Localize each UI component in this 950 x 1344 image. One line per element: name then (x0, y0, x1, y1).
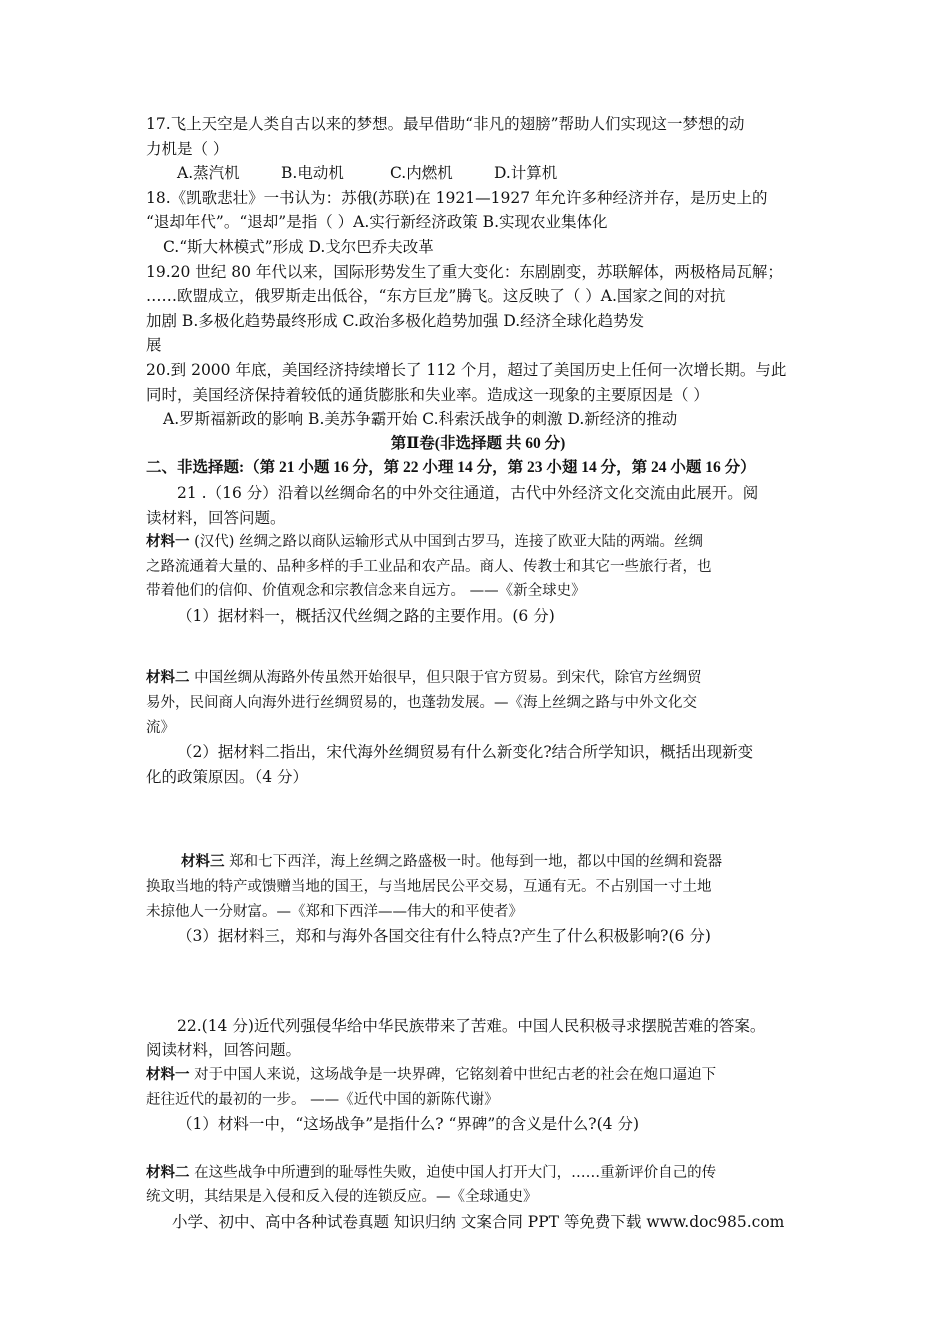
q22-material-2-line-1 (146, 1161, 810, 1186)
q17-options (146, 161, 810, 186)
q17-option-d: D.计算机 (494, 164, 558, 183)
q17-option-a: A.蒸汽机 (177, 164, 240, 183)
q21-material-1-line-2: 之路流通着大量的、品种多样的手工业品和农产品。商人、传教士和其它一些旅行者，也 (146, 558, 712, 575)
material-1-text: (汉代) 丝绸之路以商队运输形式从中国到古罗马，连接了欧亚大陆的两端。丝绸 (189, 534, 704, 551)
q21-sub-question-3: （3）据材料三，郑和与海外各国交往有什么特点?产生了什么积极影响?(6 分) (177, 927, 711, 946)
q22-intro-line-1: 22.(14 分)近代列强侵华给中华民族带来了苦难。中国人民积极寻求摆脱苦难的答案。 (177, 1016, 766, 1035)
q17-option-b: B.电动机 (281, 164, 344, 183)
question-19 (146, 260, 810, 358)
part-2-heading: 二、非选择题:（第 21 小题 16 分，第 22 小理 14 分，第 23 小翅 14 分，第 24 小题 16 分） (146, 459, 756, 477)
q18-line-3: C.“斯大林模式”形成 D.戈尔巴乔夫改革 (163, 237, 434, 256)
q17-line-2: 力机是（ ） (146, 139, 229, 158)
q22-material-1-line-1 (146, 1063, 810, 1088)
q19-line-4: 展 (146, 336, 162, 355)
material-2-text: 在这些战争中所遭到的耻辱性失败，迫使中国人打开大门，……重新评价自己的传 (189, 1164, 717, 1181)
q21-material-2-line-3: 流》 (146, 719, 175, 736)
q21-material-3-line-2: 换取当地的特产或馈赠当地的国王，与当地居民公平交易，互通有无。不占别国一寸土地 (146, 879, 712, 896)
q21-sub-question-2-line-1: （2）据材料二指出，宋代海外丝绸贸易有什么新变化?结合所学知识，概括出现新变 (177, 743, 754, 762)
material-1-label: 材料一 (146, 1067, 190, 1083)
q17-option-c: C.内燃机 (390, 164, 453, 183)
material-2-text: 中国丝绸从海路外传虽然开始很早，但只限于官方贸易。到宋代，除官方丝绸贸 (189, 670, 702, 687)
q21-material-1-line-1 (146, 530, 810, 555)
exam-page (146, 112, 810, 1235)
q21-intro-line-2: 读材料，回答问题。 (146, 508, 286, 527)
q19-line-2: ……欧盟成立，俄罗斯走出低谷，“东方巨龙”腾飞。这反映了（ ）A.国家之间的对抗 (146, 287, 726, 306)
q19-line-1: 19.20 世纪 80 年代以来，国际形势发生了重大变化：东剧剧变，苏联解体，两极格局瓦解； (146, 262, 783, 281)
q17-line-1: 17.飞上天空是人类自古以来的梦想。最早借助“非凡的翅膀”帮助人们实现这一梦想的动 (146, 115, 745, 133)
question-21 (146, 481, 810, 949)
footer-link[interactable]: 小学、初中、高中各种试卷真题 知识归纳 文案合同 PPT 等免费下载 www.doc985.com (172, 1212, 785, 1231)
material-2-label: 材料二 (146, 1164, 190, 1181)
q21-material-2-line-1 (146, 666, 810, 691)
q21-material-3-line-3: 未掠他人一分财富。—《郑和下西洋——伟大的和平使者》 (146, 903, 523, 920)
q21-intro-line-1: 21 .（16 分）沿着以丝绸命名的中外交往通道，古代中外经济文化交流由此展开。阅 (177, 483, 759, 502)
q21-material-1-line-3: 带着他们的信仰、价值观念和宗教信念来自远方。 ——《新全球史》 (146, 583, 586, 600)
material-1-label: 材料一 (146, 534, 190, 551)
q22-sub-question-1: （1）材料一中，“这场战争”是指什么? “界碑”的含义是什么?(4 分) (177, 1115, 639, 1134)
question-22 (146, 1014, 810, 1210)
question-17 (146, 112, 810, 186)
q21-material-2-line-2: 易外，民间商人向海外进行丝绸贸易的，也蓬勃发展。—《海上丝绸之路与中外文化交 (146, 695, 697, 712)
part-2-title: 第Ⅱ卷(非选择题 共 60 分) (390, 434, 566, 452)
q20-line-1: 20.到 2000 年底，美国经济持续增长了 112 个月，超过了美国历史上任何一次增长期。与此 (146, 360, 787, 379)
q20-line-3: A.罗斯福新政的影响 B.美苏争霸开始 C.科索沃战争的刺激 D.新经济的推动 (163, 410, 678, 429)
q22-material-1-line-2: 赶往近代的最初的一步。 ——《近代中国的新陈代谢》 (146, 1091, 499, 1108)
q19-line-3: 加剧 B.多极化趋势最终形成 C.政治多极化趋势加强 D.经济全球化趋势发 (146, 311, 645, 330)
q22-intro-line-2: 阅读材料，回答问题。 (146, 1041, 302, 1060)
q18-line-1: 18.《凯歌悲壮》一书认为：苏俄(苏联)在 1921—1927 年允许多种经济并存，是历史上的 (146, 188, 768, 207)
material-3-label: 材料三 (181, 854, 225, 871)
material-2-label: 材料二 (146, 670, 190, 687)
q20-line-2: 同时，美国经济保持着较低的通货膨胀和失业率。造成这一现象的主要原因是（ ） (146, 385, 709, 404)
q18-line-2: “退却年代”。“退却”是指（ ）A.实行新经济政策 B.实现农业集体化 (146, 213, 608, 232)
q21-material-3-line-1 (146, 850, 810, 875)
q21-sub-question-1: （1）据材料一，概括汉代丝绸之路的主要作用。(6 分) (177, 606, 555, 625)
q21-sub-question-2-line-2: 化的政策原因。（4 分） (146, 767, 309, 786)
q22-material-2-line-2: 统文明，其结果是入侵和反入侵的连锁反应。—《全球通史》 (146, 1189, 538, 1206)
question-18 (146, 186, 810, 260)
question-20 (146, 358, 810, 432)
material-1-text: 对于中国人来说，这场战争是一块界碑，它铭刻着中世纪古老的社会在炮口逼迫下 (189, 1067, 717, 1083)
material-3-text: 郑和七下西洋，海上丝绸之路盛极一时。他每到一地，都以中国的丝绸和瓷器 (224, 854, 723, 871)
